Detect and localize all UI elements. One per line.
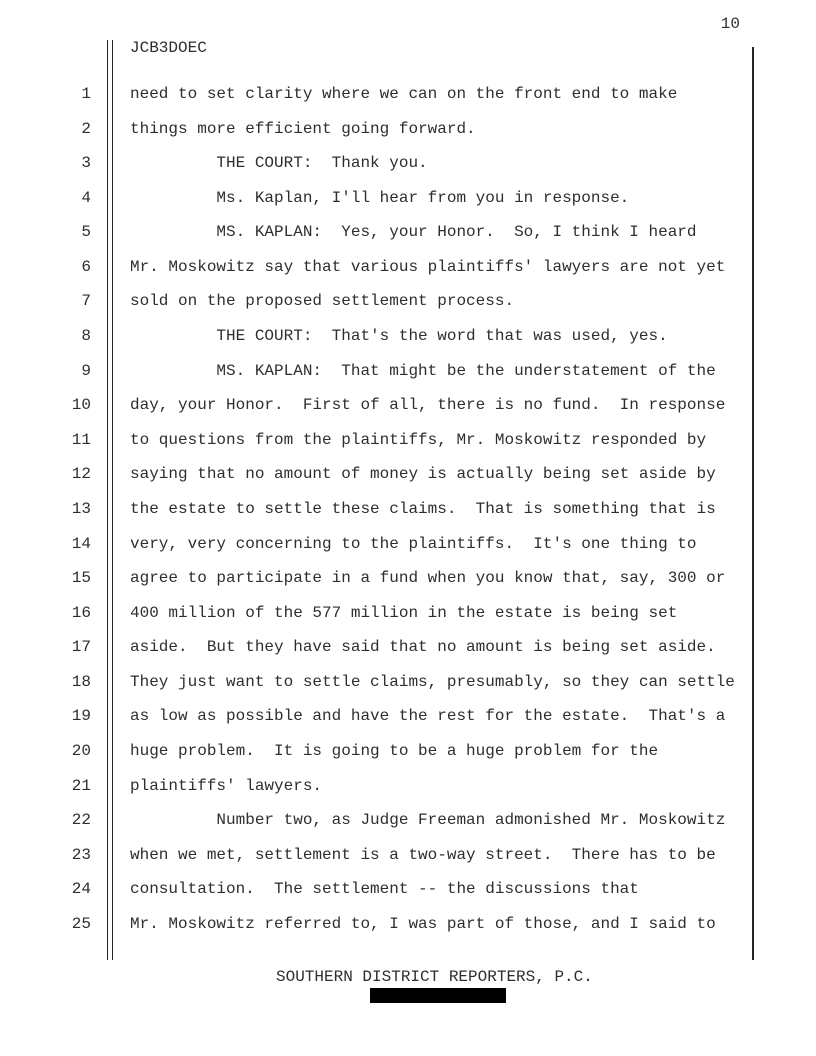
line-text: They just want to settle claims, presumably, so they can settle bbox=[130, 672, 735, 691]
transcript-line-row bbox=[40, 492, 735, 527]
line-number: 15 bbox=[71, 569, 91, 588]
transcript-line-row bbox=[40, 457, 735, 492]
transcript-line-row bbox=[40, 215, 735, 250]
transcript-line-row bbox=[40, 769, 735, 804]
transcript-line-row bbox=[40, 250, 735, 285]
line-text: when we met, settlement is a two-way street. There has to be bbox=[130, 845, 716, 864]
transcript-line-row bbox=[40, 872, 735, 907]
line-number: 6 bbox=[81, 257, 91, 276]
transcript-line-row bbox=[40, 907, 735, 942]
line-number: 23 bbox=[71, 845, 91, 864]
line-text: as low as possible and have the rest for the estate. That's a bbox=[130, 707, 726, 726]
line-number: 12 bbox=[71, 465, 91, 484]
line-number: 20 bbox=[71, 741, 91, 760]
line-text: Mr. Moskowitz referred to, I was part of those, and I said to bbox=[130, 914, 716, 933]
line-text: THE COURT: Thank you. bbox=[130, 154, 428, 173]
line-number: 7 bbox=[81, 292, 91, 311]
line-text: sold on the proposed settlement process. bbox=[130, 292, 515, 311]
line-text: things more efficient going forward. bbox=[130, 119, 476, 138]
line-text: MS. KAPLAN: Yes, your Honor. So, I think I heard bbox=[130, 223, 697, 242]
transcript-line-row bbox=[40, 596, 735, 631]
line-text: Mr. Moskowitz say that various plaintiffs' lawyers are not yet bbox=[130, 257, 726, 276]
line-number: 2 bbox=[81, 119, 91, 138]
line-number: 17 bbox=[71, 638, 91, 657]
transcript-line-row bbox=[40, 423, 735, 458]
line-text: MS. KAPLAN: That might be the understatement of the bbox=[130, 361, 716, 380]
line-text: need to set clarity where we can on the front end to make bbox=[130, 85, 678, 103]
line-number: 1 bbox=[81, 85, 91, 103]
line-number: 3 bbox=[81, 154, 91, 173]
line-number: 13 bbox=[71, 499, 91, 518]
line-number: 22 bbox=[71, 811, 91, 830]
line-text: saying that no amount of money is actually being set aside by bbox=[130, 465, 716, 484]
transcript-line-row bbox=[40, 803, 735, 838]
line-number: 4 bbox=[81, 188, 91, 207]
line-text: the estate to settle these claims. That is something that is bbox=[130, 499, 716, 518]
line-number: 5 bbox=[81, 223, 91, 242]
transcript-line-row bbox=[40, 146, 735, 181]
line-number: 19 bbox=[71, 707, 91, 726]
transcript-rows bbox=[40, 77, 735, 941]
transcript-line-row bbox=[40, 734, 735, 769]
line-number: 9 bbox=[81, 361, 91, 380]
transcript-line-row bbox=[40, 630, 735, 665]
line-number: 8 bbox=[81, 327, 91, 346]
redaction-bar bbox=[370, 988, 506, 1003]
transcript-line-row bbox=[40, 838, 735, 873]
transcript-line-row bbox=[40, 665, 735, 700]
transcript-line-row bbox=[40, 527, 735, 562]
page-number: 10 bbox=[720, 15, 740, 33]
transcript-line-row bbox=[40, 284, 735, 319]
line-text: 400 million of the 577 million in the estate is being set bbox=[130, 603, 678, 622]
line-number: 25 bbox=[71, 914, 91, 933]
line-number: 14 bbox=[71, 534, 91, 553]
right-rule bbox=[752, 47, 754, 960]
line-text: very, very concerning to the plaintiffs. It's one thing to bbox=[130, 534, 697, 553]
transcript-line-row bbox=[40, 181, 735, 216]
line-number: 18 bbox=[71, 672, 91, 691]
footer-reporters-name: SOUTHERN DISTRICT REPORTERS, P.C. bbox=[276, 968, 593, 986]
line-text: THE COURT: That's the word that was used, yes. bbox=[130, 327, 668, 346]
transcript-line-row bbox=[40, 354, 735, 389]
transcript-line-row bbox=[40, 388, 735, 423]
line-number: 11 bbox=[71, 430, 91, 449]
transcript-header-code: JCB3DOEC bbox=[130, 39, 207, 57]
line-number: 10 bbox=[71, 396, 91, 415]
transcript-line-row bbox=[40, 112, 735, 147]
transcript-line-row bbox=[40, 77, 735, 112]
line-number: 21 bbox=[71, 776, 91, 795]
line-number: 24 bbox=[71, 880, 91, 899]
line-text: to questions from the plaintiffs, Mr. Moskowitz responded by bbox=[130, 430, 707, 449]
transcript-line-row bbox=[40, 561, 735, 596]
line-text: huge problem. It is going to be a huge problem for the bbox=[130, 741, 659, 760]
line-text: Number two, as Judge Freeman admonished Mr. Moskowitz bbox=[130, 811, 726, 830]
line-text: Ms. Kaplan, I'll hear from you in response. bbox=[130, 188, 630, 207]
line-number: 16 bbox=[71, 603, 91, 622]
line-text: consultation. The settlement -- the discussions that bbox=[130, 880, 639, 899]
line-text: agree to participate in a fund when you know that, say, 300 or bbox=[130, 569, 726, 588]
transcript-line-row bbox=[40, 699, 735, 734]
transcript-line-row bbox=[40, 319, 735, 354]
line-text: plaintiffs' lawyers. bbox=[130, 776, 323, 795]
line-text: day, your Honor. First of all, there is no fund. In response bbox=[130, 396, 726, 415]
line-text: aside. But they have said that no amount is being set aside. bbox=[130, 638, 716, 657]
